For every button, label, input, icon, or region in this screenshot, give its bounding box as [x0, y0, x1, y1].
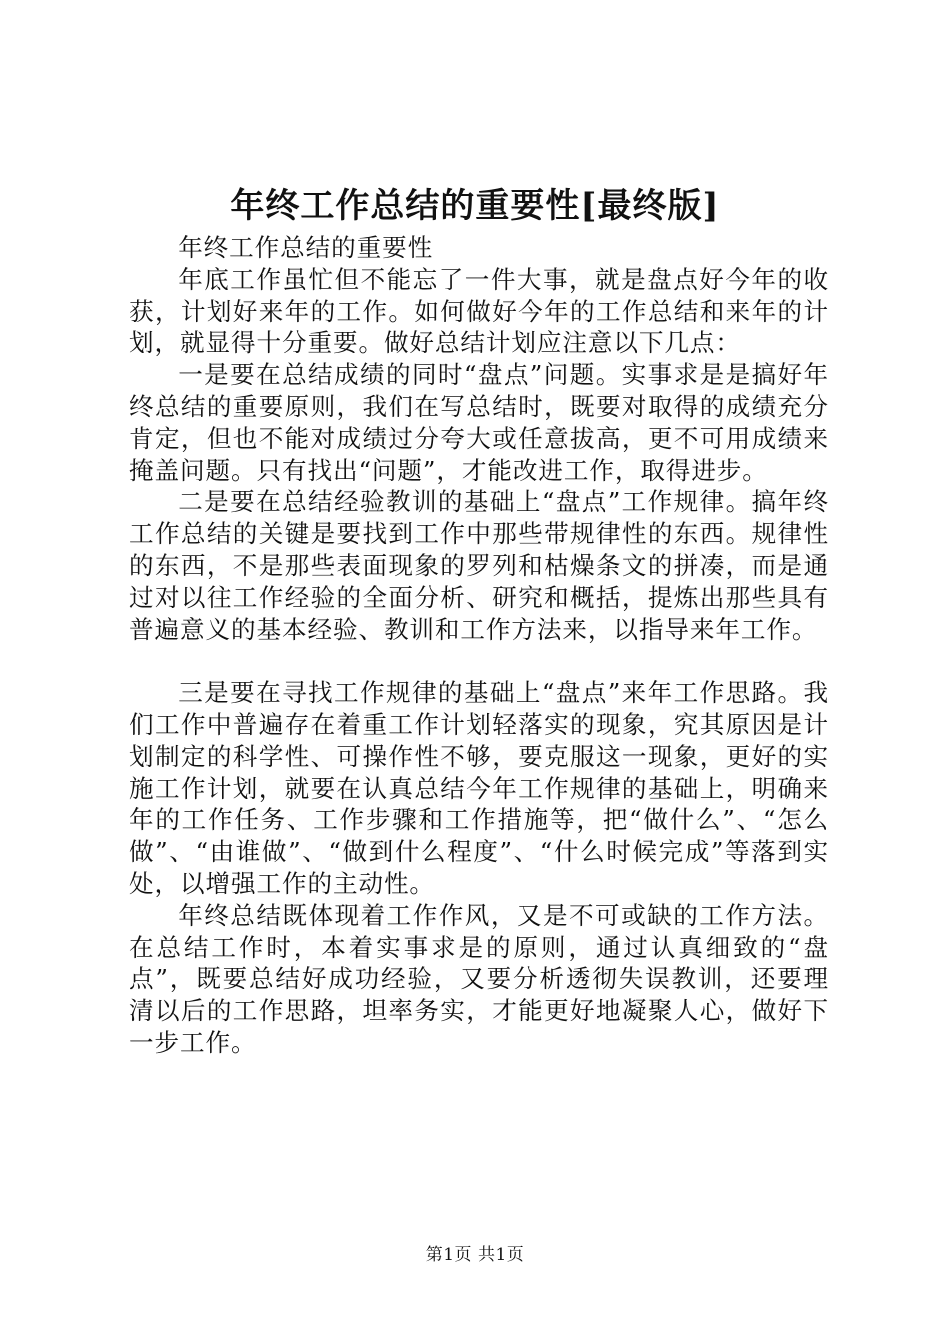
paragraph-subtitle: 年终工作总结的重要性 — [178, 233, 434, 262]
page-number-footer: 第1页 共1页 — [425, 1245, 525, 1265]
paragraph-point-one: 一是要在总结成绩的同时“盘点”问题。实事求是是搞好年终总结的重要原则，我们在写总结时，既要对取得的成绩充分肯定，但也不能对成绩过分夸大或任意拔高，更不可用成绩来掩盖问题。只有找出“问题”，才能改进工作，取得进步。 — [129, 360, 829, 485]
document-title: 年终工作总结的重要性[最终版] — [230, 186, 720, 226]
document-body — [129, 232, 829, 1059]
paragraph-intro: 年底工作虽忙但不能忘了一件大事，就是盘点好今年的收获，计划好来年的工作。如何做好今年的工作总结和来年的计划，就显得十分重要。做好总结计划应注意以下几点： — [129, 264, 829, 358]
paragraph-point-three: 三是要在寻找工作规律的基础上“盘点”来年工作思路。我们工作中普遍存在着重工作计划轻落实的现象，究其原因是计划制定的科学性、可操作性不够，要克服这一现象，更好的实施工作计划，就要在认真总结今年工作规律的基础上，明确来年的工作任务、工作步骤和工作措施等，把“做什么”、“怎么做”、“由谁做”、“做到什么程度”、“什么时候完成”等落到实处，以增强工作的主动性。 — [129, 678, 829, 898]
paragraph-conclusion: 年终总结既体现着工作作风，又是不可或缺的工作方法。在总结工作时，本着实事求是的原则，通过认真细致的“盘点”，既要总结好成功经验，又要分析透彻失误教训，还要理清以后的工作思路，坦率务实，才能更好地凝聚人心，做好下一步工作。 — [129, 900, 829, 1057]
paragraph-point-two: 二是要在总结经验教训的基础上“盘点”工作规律。搞年终工作总结的关键是要找到工作中那些带规律性的东西。规律性的东西，不是那些表面现象的罗列和枯燥条文的拼凑，而是通过对以往工作经验的全面分析、研究和概括，提炼出那些具有普遍意义的基本经验、教训和工作方法来，以指导来年工作。 — [129, 487, 829, 644]
